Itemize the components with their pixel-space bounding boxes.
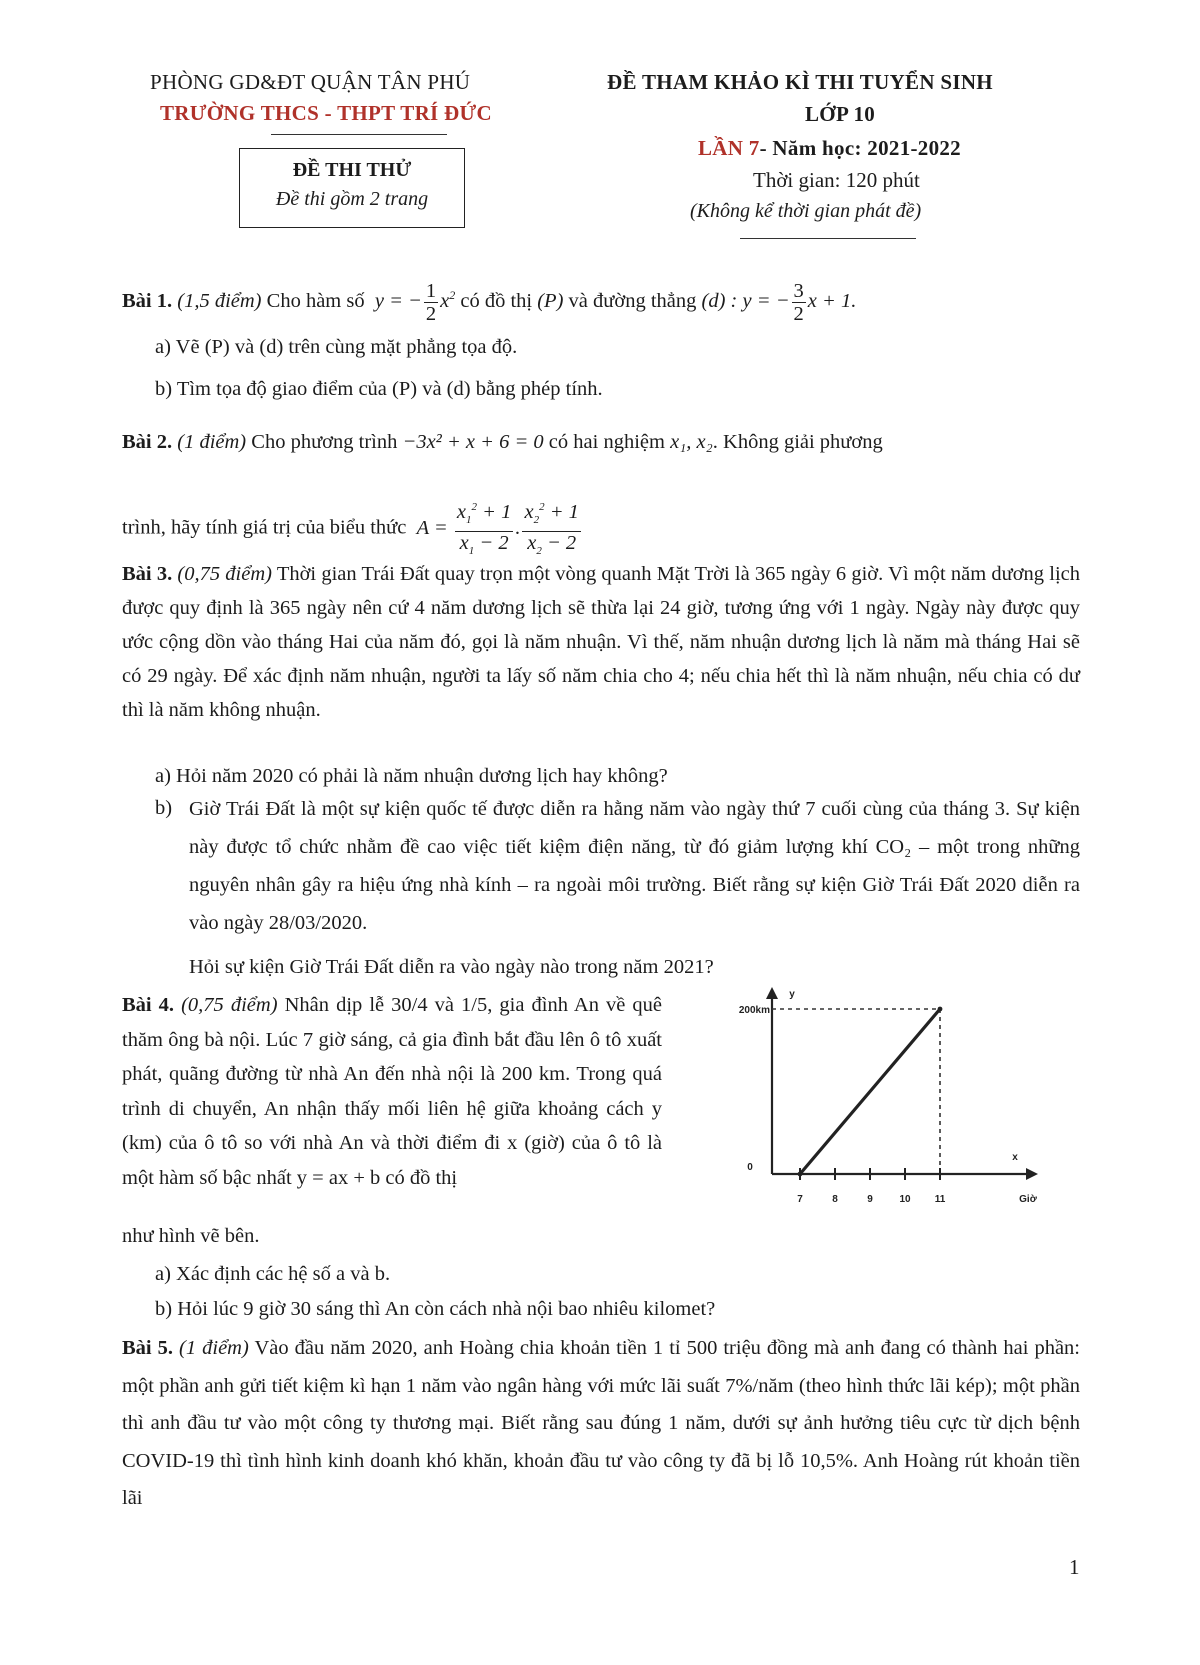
- x-axis-variable-label: x: [1012, 1152, 1018, 1163]
- bai1-label: Bài 1.: [122, 290, 173, 313]
- bai3-label: Bài 3.: [122, 563, 173, 585]
- page-number: 1: [1069, 1555, 1080, 1579]
- school-name: TRƯỜNG THCS - THPT TRÍ ĐỨC: [160, 101, 492, 125]
- bai5-text: Vào đầu năm 2020, anh Hoàng chia khoản tiền 1 tỉ 500 triệu đồng mà anh đang có thành hai phần: một phần anh gửi tiết kiệm kì hạn 1 năm vào ngân hàng với mức lãi suất 7%/năm (theo hình thức lãi kép); một phần thì anh đầu tư vào một công ty thương mại. Biết rằng sau đúng 1 năm, dưới sự ảnh hưởng tiêu cực từ dịch bệnh COVID-19 thì tình hình kinh doanh khó khăn, khoản đầu tư vào công ty đã bị lỗ 10,5%. Anh Hoàng rút khoản tiền lãi: [122, 1337, 1080, 1509]
- bai1-statement: [122, 280, 856, 325]
- distance-time-graph: [680, 985, 1080, 1210]
- bai1-part-b: b) Tìm tọa độ giao điểm của (P) và (d) bằng phép tính.: [155, 378, 603, 400]
- bai3-part-a: a) Hỏi năm 2020 có phải là năm nhuận dương lịch hay không?: [155, 765, 668, 787]
- bai2-expression: A = $\frac{x_1^2 + 1}{x_1 - 2}$ . $\frac{x_2^2 + 1}{x_2 - 2}$: [412, 517, 583, 539]
- x-axis-unit-label: Giờ: [1019, 1194, 1037, 1205]
- y-tick-label-200km: 200km: [738, 1005, 770, 1016]
- x-tick-label-9: 9: [867, 1194, 873, 1205]
- x-axis-arrow: [1026, 1168, 1038, 1180]
- bai2-points: (1 điểm): [177, 431, 247, 453]
- bai1-line-d: (d) : y = − $\frac{3}{2}$ x + 1.: [701, 280, 857, 325]
- bai2-expression-line: [122, 496, 583, 562]
- bai2-roots: x₁, x₂: [670, 431, 713, 453]
- department-name: PHÒNG GD&ĐT QUẬN TÂN PHÚ: [150, 70, 471, 94]
- exam-duration: Thời gian: 120 phút: [753, 168, 920, 192]
- bai2-text1: Cho phương trình: [251, 431, 398, 453]
- bai5-points: (1 điểm): [179, 1337, 249, 1359]
- bai2-statement: [122, 428, 883, 456]
- x-tick-label-8: 8: [832, 1194, 838, 1205]
- grade-label: LỚP 10: [805, 102, 876, 126]
- bai3-part-b-question: Hỏi sự kiện Giờ Trái Đất diễn ra vào ngày nào trong năm 2021?: [189, 956, 714, 978]
- bai4-points: (0,75 điểm): [181, 994, 278, 1016]
- bai3-part-b: Giờ Trái Đất là một sự kiện quốc tế được diễn ra hằng năm vào ngày thứ 7 cuối cùng của tháng 3. Sự kiện này được tổ chức nhằm đề cao việc tiết kiệm điện năng, từ đó giảm lượng khí CO₂ – một trong những nguyên nhân gây ra hiệu ứng nhà kính – ra ngoài môi trường. Biết rằng sự kiện Giờ Trái Đất 2020 diễn ra vào ngày 28/03/2020.: [189, 798, 1080, 934]
- bai4-paragraph: [122, 988, 662, 1195]
- bai1-mid2: và đường thẳng: [568, 290, 697, 313]
- bai1-points: (1,5 điểm): [177, 290, 262, 313]
- bai4-paragraph-end: như hình vẽ bên.: [122, 1225, 260, 1247]
- bai5-paragraph: [122, 1330, 1080, 1518]
- box-subtitle: Đề thi gồm 2 trang: [275, 188, 429, 210]
- x-tick-label-10: 10: [899, 1194, 911, 1205]
- bai3-paragraph: [122, 557, 1080, 727]
- bai3-points: (0,75 điểm): [177, 563, 272, 585]
- exam-title: ĐỀ THAM KHẢO KÌ THI TUYỂN SINH: [607, 70, 993, 94]
- x-tick-label-7: 7: [797, 1194, 803, 1205]
- bai2-equation: −3x² + x + 6 = 0: [402, 431, 544, 453]
- x-tick-label-11: 11: [934, 1194, 946, 1205]
- bai3-part-b-prefix: b): [155, 797, 173, 819]
- bai1-graph-p: (P): [537, 290, 564, 313]
- bai4-part-b: b) Hỏi lúc 9 giờ 30 sáng thì An còn cách nhà nội bao nhiêu kilomet?: [155, 1298, 716, 1320]
- data-point-7: [798, 1172, 803, 1177]
- bai5-label: Bài 5.: [122, 1337, 174, 1359]
- box-title: ĐỀ THI THỬ: [292, 159, 412, 181]
- y-tick-label-0: 0: [747, 1162, 753, 1173]
- bai4-label: Bài 4.: [122, 994, 175, 1016]
- school-underline: [271, 134, 447, 135]
- chart-layer: [739, 989, 1038, 1205]
- series-line: [800, 1009, 940, 1174]
- bai3-text: Thời gian Trái Đất quay trọn một vòng quanh Mặt Trời là 365 ngày 6 giờ. Vì một năm dương lịch được quy định là 365 ngày nên cứ 4 năm dương lịch sẽ thừa lại 24 giờ, tương ứng với 1 ngày. Ngày này được quy ước cộng dồn vào tháng Hai của năm đó, gọi là năm nhuận. Vì thế, năm nhuận dương lịch là năm mà tháng Hai sẽ có 29 ngày. Để xác định năm nhuận, người ta lấy số năm chia cho 4; nếu chia hết thì là năm nhuận, nếu chia có dư thì là năm không nhuận.: [122, 563, 1080, 721]
- header-right-underline: [740, 238, 916, 239]
- trial-exam-box: [239, 148, 465, 228]
- bai2-text4: trình, hãy tính giá trị của biểu thức: [122, 516, 407, 539]
- bai4-text: Nhân dịp lễ 30/4 và 1/5, gia đình An về quê thăm ông bà nội. Lúc 7 giờ sáng, cả gia đình bắt đầu lên ô tô xuất phát, quãng đường từ nhà An đến nhà nội là 200 km. Trong quá trình di chuyển, An nhận thấy mối liên hệ giữa khoảng cách y (km) của ô tô so với nhà An và thời điểm đi x (giờ) của ô tô là một hàm số bậc nhất y = ax + b có đồ thị: [122, 994, 663, 1189]
- bai1-function: y = − $\frac{1}{2}$ $x^2$: [369, 280, 456, 325]
- bai1-intro: Cho hàm số: [266, 290, 365, 313]
- data-point-11: [938, 1007, 943, 1012]
- bai2-label: Bài 2.: [122, 431, 173, 453]
- bai2-text2: có hai nghiệm: [548, 431, 665, 453]
- exam-duration-note: (Không kể thời gian phát đề): [690, 200, 922, 222]
- bai2-text3: . Không giải phương: [712, 431, 883, 453]
- y-axis-arrow: [766, 987, 778, 999]
- bai1-part-a: a) Vẽ (P) và (d) trên cùng mặt phẳng tọa độ.: [155, 336, 518, 358]
- exam-round: LẦN 7- Năm học: 2021-2022: [698, 136, 961, 160]
- bai1-mid: có đồ thị: [460, 290, 533, 313]
- y-axis-label: y: [789, 989, 795, 1000]
- bai4-part-a: a) Xác định các hệ số a và b.: [155, 1263, 391, 1285]
